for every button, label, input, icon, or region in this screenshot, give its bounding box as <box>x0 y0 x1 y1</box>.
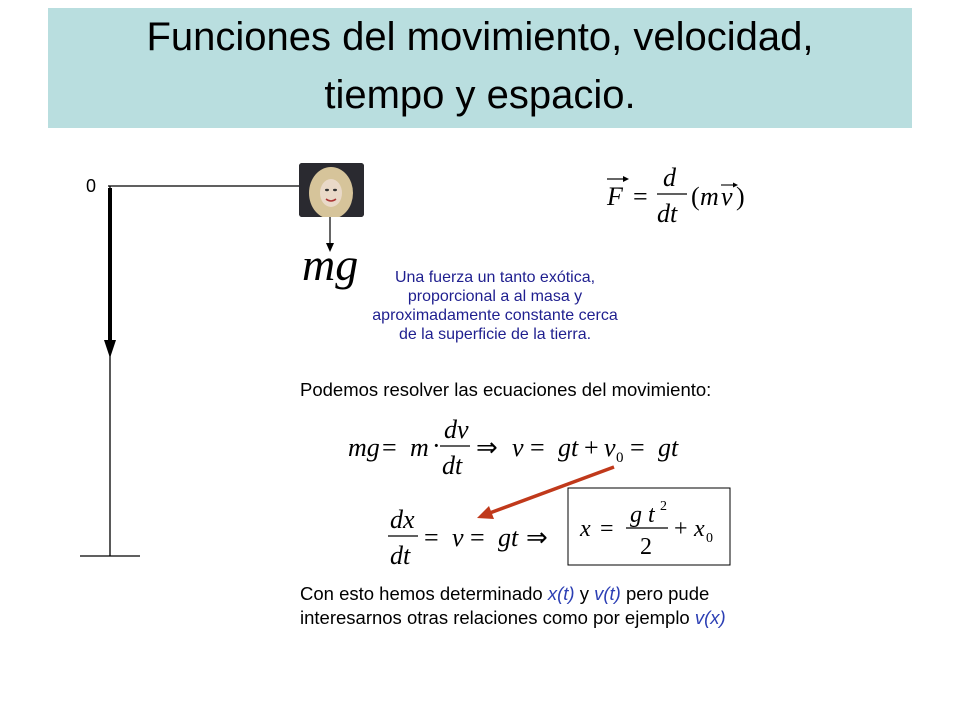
newton-law-equation <box>603 158 753 230</box>
weight-label: mg <box>302 239 359 290</box>
svg-text:=: = <box>630 433 645 462</box>
svg-text:0: 0 <box>616 450 624 466</box>
svg-text:mg: mg <box>348 433 380 462</box>
svg-text:dt: dt <box>657 199 678 228</box>
svg-text:⇒: ⇒ <box>476 433 498 462</box>
conclusion-and: y <box>574 583 595 604</box>
svg-text:=: = <box>633 182 648 211</box>
title-line-2: tiempo y espacio. <box>324 73 636 117</box>
svg-text:d: d <box>663 163 676 192</box>
xt-variable: x(t) <box>547 583 575 604</box>
position-equation <box>388 500 568 572</box>
svg-text:·: · <box>432 431 441 460</box>
svg-text:=: = <box>530 433 545 462</box>
conclusion-line-2: interesarnos otras relaciones como por ejemplo <box>300 607 695 628</box>
svg-text:dv: dv <box>444 415 469 444</box>
motion-equation <box>346 414 716 482</box>
svg-text:=: = <box>382 433 397 462</box>
svg-text:dx: dx <box>390 505 415 534</box>
svg-text:v: v <box>512 433 524 462</box>
vx-variable: v(x) <box>694 607 726 628</box>
svg-text:F: F <box>607 182 623 211</box>
falling-person-photo <box>299 163 364 217</box>
svg-text:x: x <box>580 516 591 542</box>
svg-text:gt: gt <box>658 433 679 462</box>
svg-text:⇒: ⇒ <box>526 523 548 552</box>
svg-text:dt: dt <box>390 541 411 570</box>
force-note-line-2: proporcional a al masa y <box>407 288 583 305</box>
svg-text:v: v <box>452 523 464 552</box>
fall-arrow-head <box>104 340 116 358</box>
svg-text:m: m <box>410 433 429 462</box>
svg-text:g t: g t <box>630 502 655 528</box>
svg-text:=: = <box>424 523 439 552</box>
vt-variable: v(t) <box>594 583 621 604</box>
svg-text:x: x <box>694 516 705 542</box>
svg-text:=: = <box>470 523 485 552</box>
svg-text:0: 0 <box>706 531 713 546</box>
svg-text:v: v <box>604 433 616 462</box>
svg-text:+: + <box>674 516 688 542</box>
svg-text:2: 2 <box>660 499 667 514</box>
svg-text:v: v <box>721 182 733 211</box>
svg-text:2: 2 <box>640 534 652 560</box>
force-note-line-4: de la superficie de la tierra. <box>398 326 592 343</box>
conclusion-text <box>300 582 726 630</box>
force-note-line-3: aproximadamente constante cerca <box>372 307 618 324</box>
svg-text:(: ( <box>691 182 700 211</box>
svg-text:=: = <box>600 516 614 542</box>
svg-text:dt: dt <box>442 451 463 480</box>
intro-text: Podemos resolver las ecuaciones del movimiento: <box>300 379 712 400</box>
force-note-line-1: Una fuerza un tanto exótica, <box>394 269 596 286</box>
conclusion-part-2: pero pude <box>620 583 710 604</box>
origin-label: 0 <box>86 176 97 196</box>
svg-text:gt: gt <box>498 523 519 552</box>
svg-text:): ) <box>736 182 745 211</box>
svg-text:m: m <box>700 182 719 211</box>
conclusion-part-1: Con esto hemos determinado <box>300 583 548 604</box>
force-note <box>340 268 650 344</box>
svg-text:gt: gt <box>558 433 579 462</box>
svg-text:+: + <box>584 433 599 462</box>
position-result-equation <box>572 490 728 562</box>
title-line-1: Funciones del movimiento, velocidad, <box>146 15 814 59</box>
